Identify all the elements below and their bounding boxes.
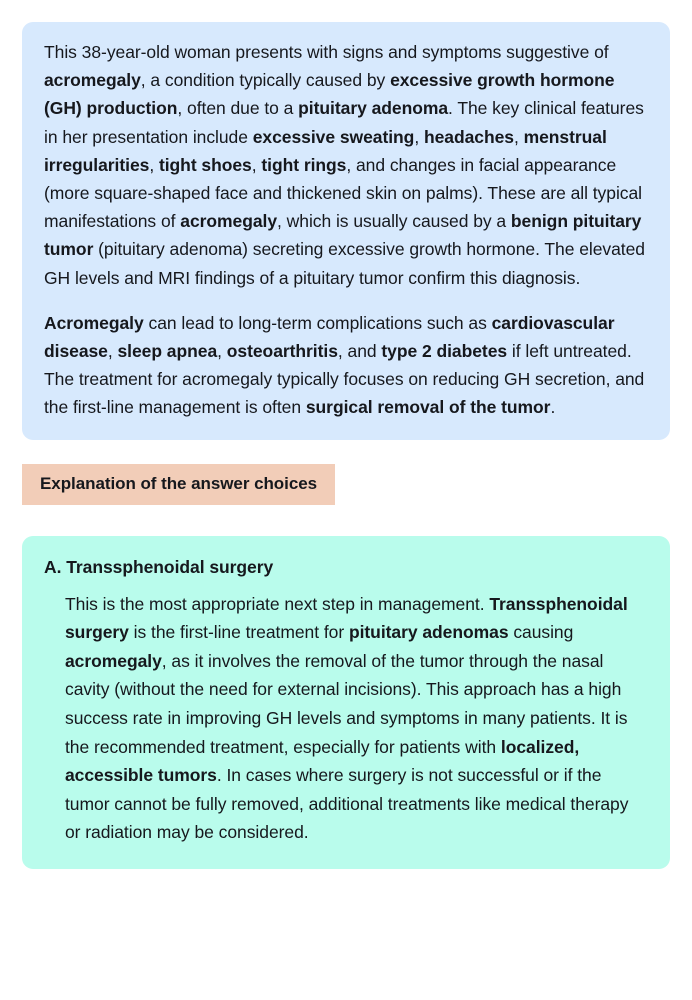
answer-choice-title-a: A. Transsphenoidal surgery [44, 556, 274, 577]
explanation-card [22, 22, 670, 440]
explanation-paragraph-2: Acromegaly can lead to long-term complications such as cardiovascular disease, sleep apnea, osteoarthritis, and type 2 diabetes if left untreated. The treatment for acromegaly typically focuses on reducing GH secretion, and the first-line management is often surgical removal of the tumor. [44, 312, 645, 418]
answer-choice-card-a [22, 536, 670, 869]
explanation-paragraph-1: This 38-year-old woman presents with signs and symptoms suggestive of acromegaly, a condition typically caused by excessive growth hormone (GH) production, often due to a pituitary adenoma. The key clinical features in her presentation include excessive sweating, headaches, menstrual irregularities, tight shoes, tight rings, and changes in facial appearance (more square-shaped face and thickened skin on palms). These are all typical manifestations of acromegaly, which is usually caused by a benign pituitary tumor (pituitary adenoma) secreting excessive growth hormone. The elevated GH levels and MRI findings of a pituitary tumor confirm this diagnosis. [44, 42, 645, 288]
section-banner [22, 464, 335, 505]
answer-choice-body-a: This is the most appropriate next step in management. Transsphenoidal surgery is the first-line treatment for pituitary adenomas causing acromegaly, as it involves the removal of the tumor through the nasal cavity (without the need for external incisions). This approach has a high success rate in improving GH levels and symptoms in many patients. It is the recommended treatment, especially for patients with localized, accessible tumors. In cases where surgery is not successful or if the tumor cannot be fully removed, additional treatments like medical therapy or radiation may be considered. [65, 593, 629, 843]
section-banner-label: Explanation of the answer choices [40, 473, 318, 493]
